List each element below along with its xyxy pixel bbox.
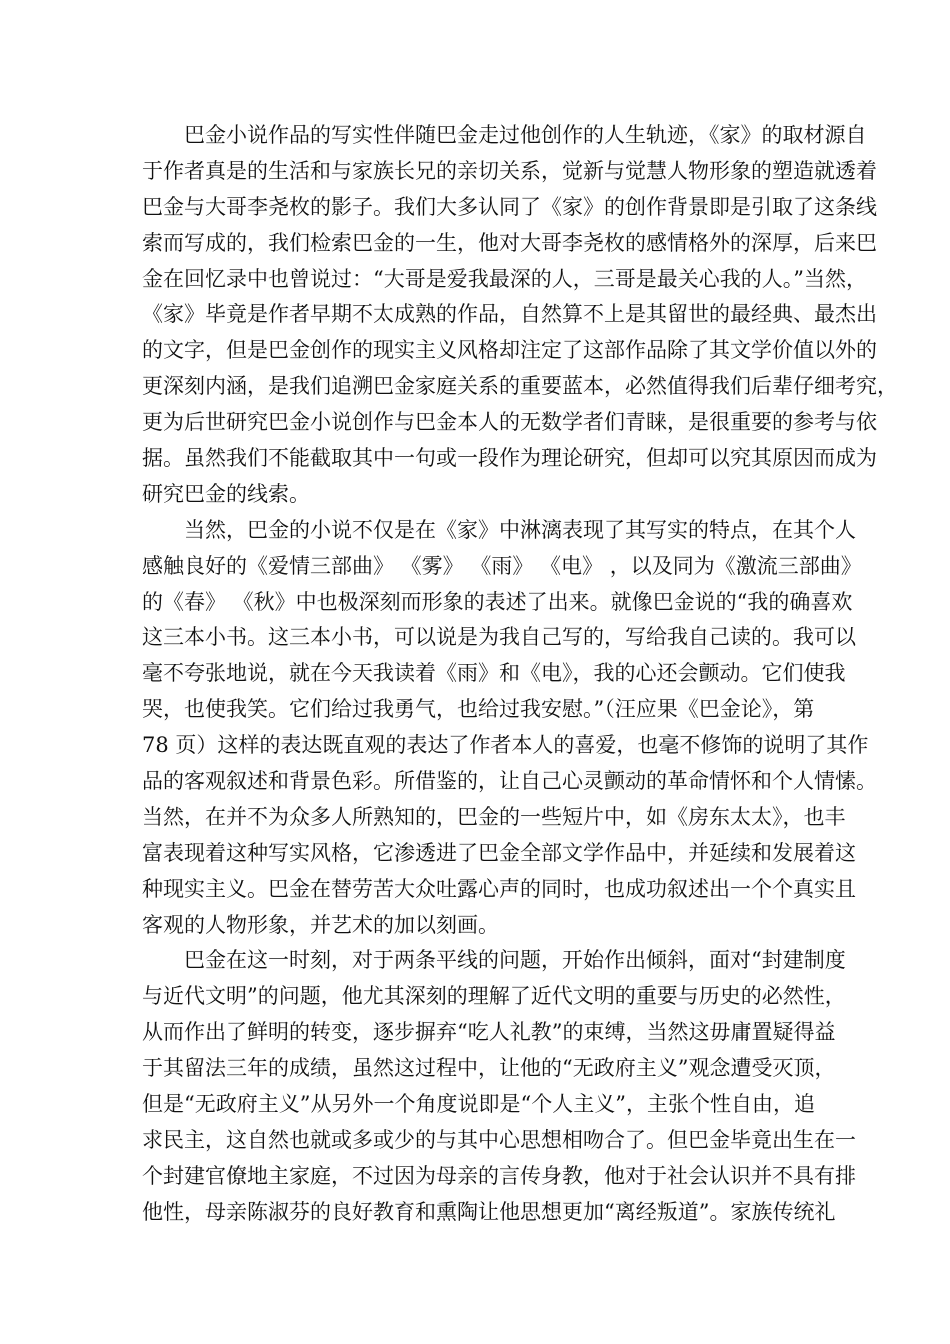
text-line: 个封建官僚地主家庭，不过因为母亲的言传身教，他对于社会认识并不具有排 [142, 1163, 856, 1188]
text-line: 客观的人物形象，并艺术的加以刻画。 [142, 912, 499, 937]
text-line: 但是“无政府主义”从另外一个角度说即是“个人主义”，主张个性自由，追 [142, 1092, 815, 1117]
text-line: 的文字，但是巴金创作的现实主义风格却注定了这部作品除了其文学价值以外的 [142, 338, 877, 363]
text-line: 巴金在这一时刻，对于两条平线的问题，开始作出倾斜，面对“封建制度 [184, 948, 846, 973]
text-line: 富表现着这种写实风格，它渗透进了巴金全部文学作品中，并延续和发展着这 [142, 840, 856, 865]
text-line: 巴金与大哥李尧枚的影子。我们大多认同了《家》的创作背景即是引取了这条线 [142, 194, 877, 219]
text-line: 与近代文明”的问题，他尤其深刻的理解了近代文明的重要与历史的必然性， [142, 984, 846, 1009]
text-line: 当然，在并不为众多人所熟知的，巴金的一些短片中，如《房东太太》，也丰 [142, 804, 846, 829]
text-line: 研究巴金的线索。 [142, 481, 310, 506]
text-line: 从而作出了鲜明的转变，逐步摒弃“吃人礼教”的束缚，当然这毋庸置疑得益 [142, 1020, 836, 1045]
text-line: 毫不夸张地说，就在今天我读着《雨》和《电》，我的心还会颤动。它们使我 [142, 661, 846, 686]
text-line: 78 页）这样的表达既直观的表达了作者本人的喜爱，也毫不修饰的说明了其作 [142, 733, 869, 758]
text-line: 更深刻内涵，是我们追溯巴金家庭关系的重要蓝本，必然值得我们后辈仔细考究， [142, 374, 898, 399]
text-line: 的《春》 《秋》中也极深刻而形象的表述了出来。就像巴金说的“我的确喜欢 [142, 589, 853, 614]
text-line: 据。虽然我们不能截取其中一句或一段作为理论研究，但却可以究其原因而成为 [142, 446, 877, 471]
text-line: 巴金小说作品的写实性伴随巴金走过他创作的人生轨迹，《家》的取材源自 [184, 123, 867, 147]
paragraph-3 [142, 943, 856, 1230]
text-line: 金在回忆录中也曾说过：“大哥是爱我最深的人，三哥是最关心我的人。”当然， [142, 266, 867, 291]
document-body [142, 118, 898, 1231]
text-line: 种现实主义。巴金在替劳苦大众吐露心声的同时，也成功叙述出一个个真实且 [142, 876, 856, 901]
text-line: 求民主，这自然也就或多或少的与其中心思想相吻合了。但巴金毕竟出生在一 [142, 1127, 856, 1152]
text-line: 当然，巴金的小说不仅是在《家》中淋漓表现了其写实的特点，在其个人 [184, 517, 856, 542]
text-line: 索而写成的，我们检索巴金的一生，他对大哥李尧枚的感情格外的深厚，后来巴 [142, 230, 877, 255]
text-line: 感触良好的《爱情三部曲》 《雾》 《雨》 《电》 ，以及同为《激流三部曲》 [142, 553, 862, 578]
text-line: 更为后世研究巴金小说创作与巴金本人的无数学者们青睐，是很重要的参考与依 [142, 410, 877, 435]
text-line: 他性，母亲陈淑芬的良好教育和熏陶让他思想更加“离经叛道”。家族传统礼 [142, 1199, 836, 1224]
paragraph-1 [142, 118, 898, 513]
text-line: 哭，也使我笑。它们给过我勇气，也给过我安慰。”（汪应果《巴金论》，第 [142, 697, 815, 722]
text-line: 于其留法三年的成绩，虽然这过程中，让他的“无政府主义”观念遭受灭顶， [142, 1056, 836, 1081]
text-line: 品的客观叙述和背景色彩。所借鉴的，让自己心灵颤动的革命情怀和个人情愫。 [142, 769, 877, 794]
text-line: 这三本小书。这三本小书，可以说是为我自己写的，写给我自己读的。我可以 [142, 625, 856, 650]
text-line: 《家》毕竟是作者早期不太成熟的作品，自然算不上是其留世的最经典、最杰出 [142, 302, 877, 327]
text-line: 于作者真是的生活和与家族长兄的亲切关系，觉新与觉慧人物形象的塑造就透着 [142, 158, 877, 183]
paragraph-2 [142, 513, 877, 944]
